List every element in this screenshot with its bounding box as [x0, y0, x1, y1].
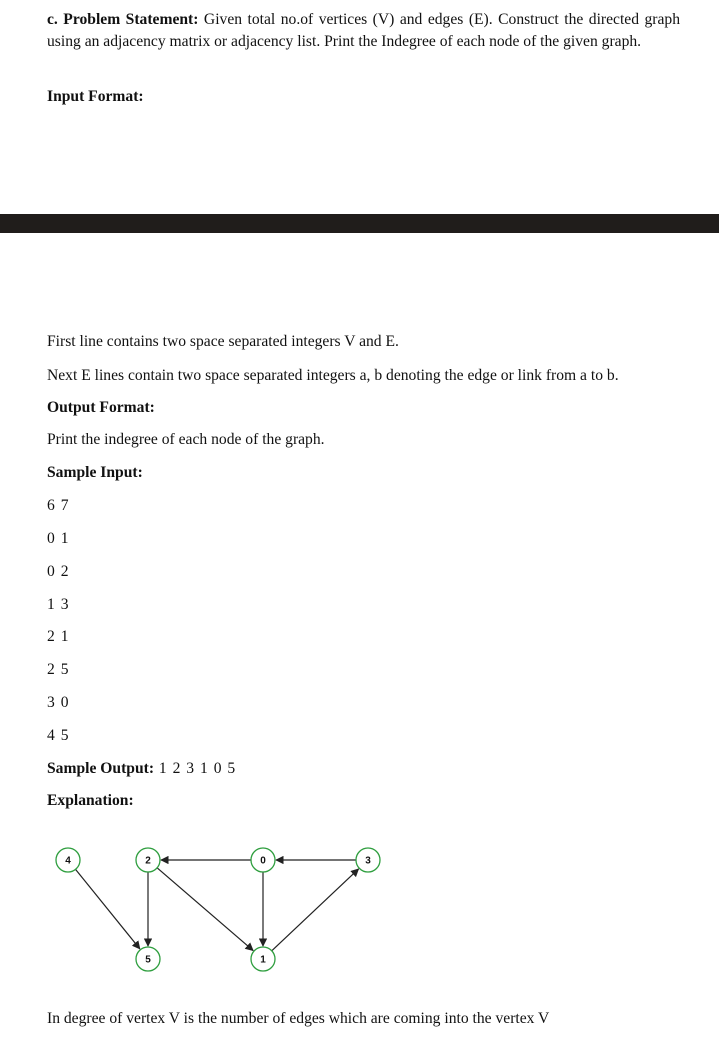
sample-input-line: 0 1: [47, 530, 70, 547]
page-separator-band: [0, 214, 719, 233]
input-format-heading: Input Format:: [47, 88, 144, 105]
problem-statement: [47, 9, 680, 52]
edge-1-to-3: [272, 869, 359, 951]
problem-statement-text: Given total no.of vertices (V) and edges (E). Construct the directed graph using an adjacency matrix or adjacency list. Print the Indegree of each node of the given graph.: [47, 11, 680, 50]
graph-node-label: 4: [65, 855, 71, 867]
sample-input-line: 6 7: [47, 497, 70, 514]
graph-node-label: 5: [145, 954, 151, 966]
graph-node-label: 1: [260, 954, 266, 966]
graph-node-label: 2: [145, 855, 151, 867]
sample-input-line: 1 3: [47, 596, 70, 613]
input-format-line-1: First line contains two space separated integers V and E.: [47, 333, 399, 350]
sample-input-line: 0 2: [47, 563, 70, 580]
sample-output-value: 1 2 3 1 0 5: [154, 760, 237, 777]
problem-statement-label: c. Problem Statement:: [47, 11, 199, 28]
graph-node-label: 0: [260, 855, 266, 867]
sample-input-line: 2 1: [47, 628, 70, 645]
output-format-heading: Output Format:: [47, 399, 155, 416]
directed-graph-diagram: [40, 830, 400, 980]
edge-4-to-5: [76, 869, 140, 949]
explanation-heading: Explanation:: [47, 792, 134, 809]
sample-output-label: Sample Output:: [47, 760, 155, 777]
sample-input-line: 4 5: [47, 727, 70, 744]
sample-input-line: 2 5: [47, 661, 70, 678]
explanation-footer: In degree of vertex V is the number of edges which are coming into the vertex V: [47, 1010, 550, 1027]
input-format-line-2: Next E lines contain two space separated integers a, b denoting the edge or link from a to b.: [47, 367, 619, 384]
sample-input-heading: Sample Input:: [47, 464, 143, 481]
edge-2-to-1: [157, 868, 253, 951]
graph-node-label: 3: [365, 855, 371, 867]
sample-input-line: 3 0: [47, 694, 70, 711]
sample-output: [47, 759, 236, 779]
output-format-line: Print the indegree of each node of the graph.: [47, 431, 325, 448]
